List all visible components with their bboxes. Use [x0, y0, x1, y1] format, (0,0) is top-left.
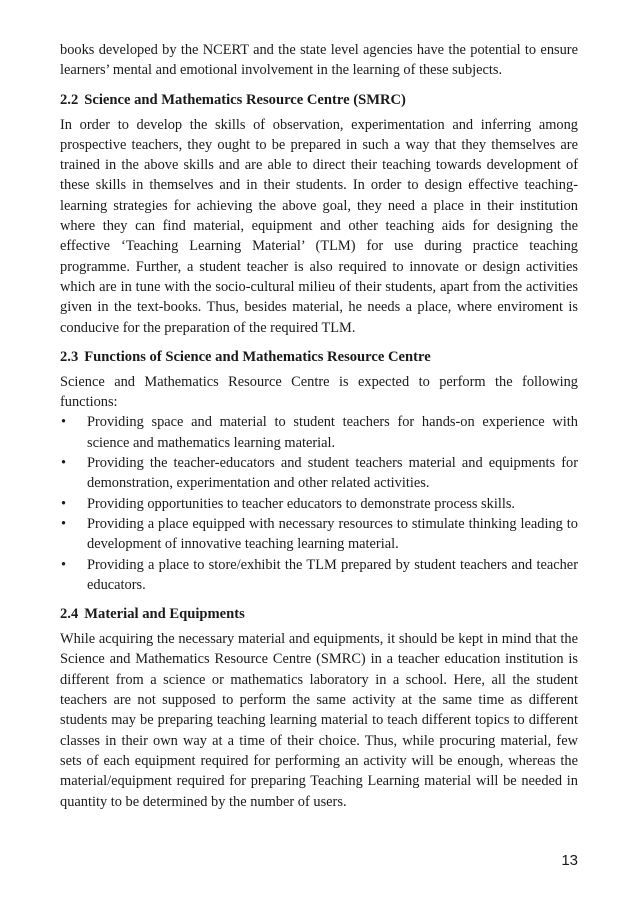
- section-title: Functions of Science and Mathematics Resource Centre: [84, 348, 431, 365]
- section-paragraph: In order to develop the skills of observation, experimentation and inferring among prospective teachers, they ought to be prepared in such a way that they themselves are trained in the above skills and are able to direct their teaching towards development of these skills in themselves and in their students. In order to design effective teaching-learning strategies for achieving the above goal, they need a place in their institution where they can find material, equipment and other teaching aids for designing the effective ‘Teaching Learning Material’ (TLM) for use during practice teaching programme. Further, a student teacher is also required to innovate or design activities which are in tune with the socio-cultural milieu of their students, apart from the activities given in the text-books. Thus, besides material, he needs a place, where enviroment is conducive for the preparation of the required TLM.: [60, 116, 578, 336]
- section-number: 2.3: [60, 348, 79, 365]
- intro-paragraph: books developed by the NCERT and the state level agencies have the potential to ensure learners’ mental and emotional involvement in the learning of these subjects.: [60, 42, 578, 79]
- section-title: Science and Mathematics Resource Centre (SMRC): [84, 91, 406, 108]
- section-paragraph: Science and Mathematics Resource Centre is expected to perform the following functions:: [60, 373, 578, 411]
- list-item: • Providing opportunities to teacher educators to demonstrate process skills.: [60, 494, 578, 514]
- functions-list: [60, 412, 578, 595]
- section-number: 2.2: [60, 91, 79, 108]
- section-title: Material and Equipments: [84, 606, 245, 623]
- list-item: • Providing a place equipped with necessary resources to stimulate thinking leading to development of innovative teaching learning material.: [60, 514, 578, 555]
- section-heading: [60, 347, 578, 367]
- section-paragraph: While acquiring the necessary material and equipments, it should be kept in mind that the Science and Mathematics Resource Centre (SMRC) in a teacher education institution is different from a science or mathematics laboratory in a school. Here, all the student teachers are not supposed to perform the same activity at the same time as different students may be preparing teaching learning material to teach different topics to different classes in their own way at a time of their choice. Thus, while procuring material, few sets of each equipment required for performing an activity will be enough, whereas the material/equipment required for preparing Teaching Learning material will be needed in quantity to be determined by the number of users.: [60, 631, 578, 810]
- page-number: 13: [561, 852, 578, 869]
- section-2-4: [60, 604, 578, 812]
- section-2-2: [60, 90, 578, 338]
- section-heading: [60, 90, 578, 110]
- list-item: • Providing the teacher-educators and student teachers material and equipments for demonstration, experimentation and other related activities.: [60, 453, 578, 494]
- section-number: 2.4: [60, 606, 79, 623]
- page-content: [60, 40, 578, 812]
- list-item: • Providing space and material to student teachers for hands-on experience with science and mathematics learning material.: [60, 412, 578, 453]
- section-2-3: [60, 347, 578, 595]
- section-heading: [60, 604, 578, 624]
- list-item: • Providing a place to store/exhibit the TLM prepared by student teachers and teacher educators.: [60, 555, 578, 596]
